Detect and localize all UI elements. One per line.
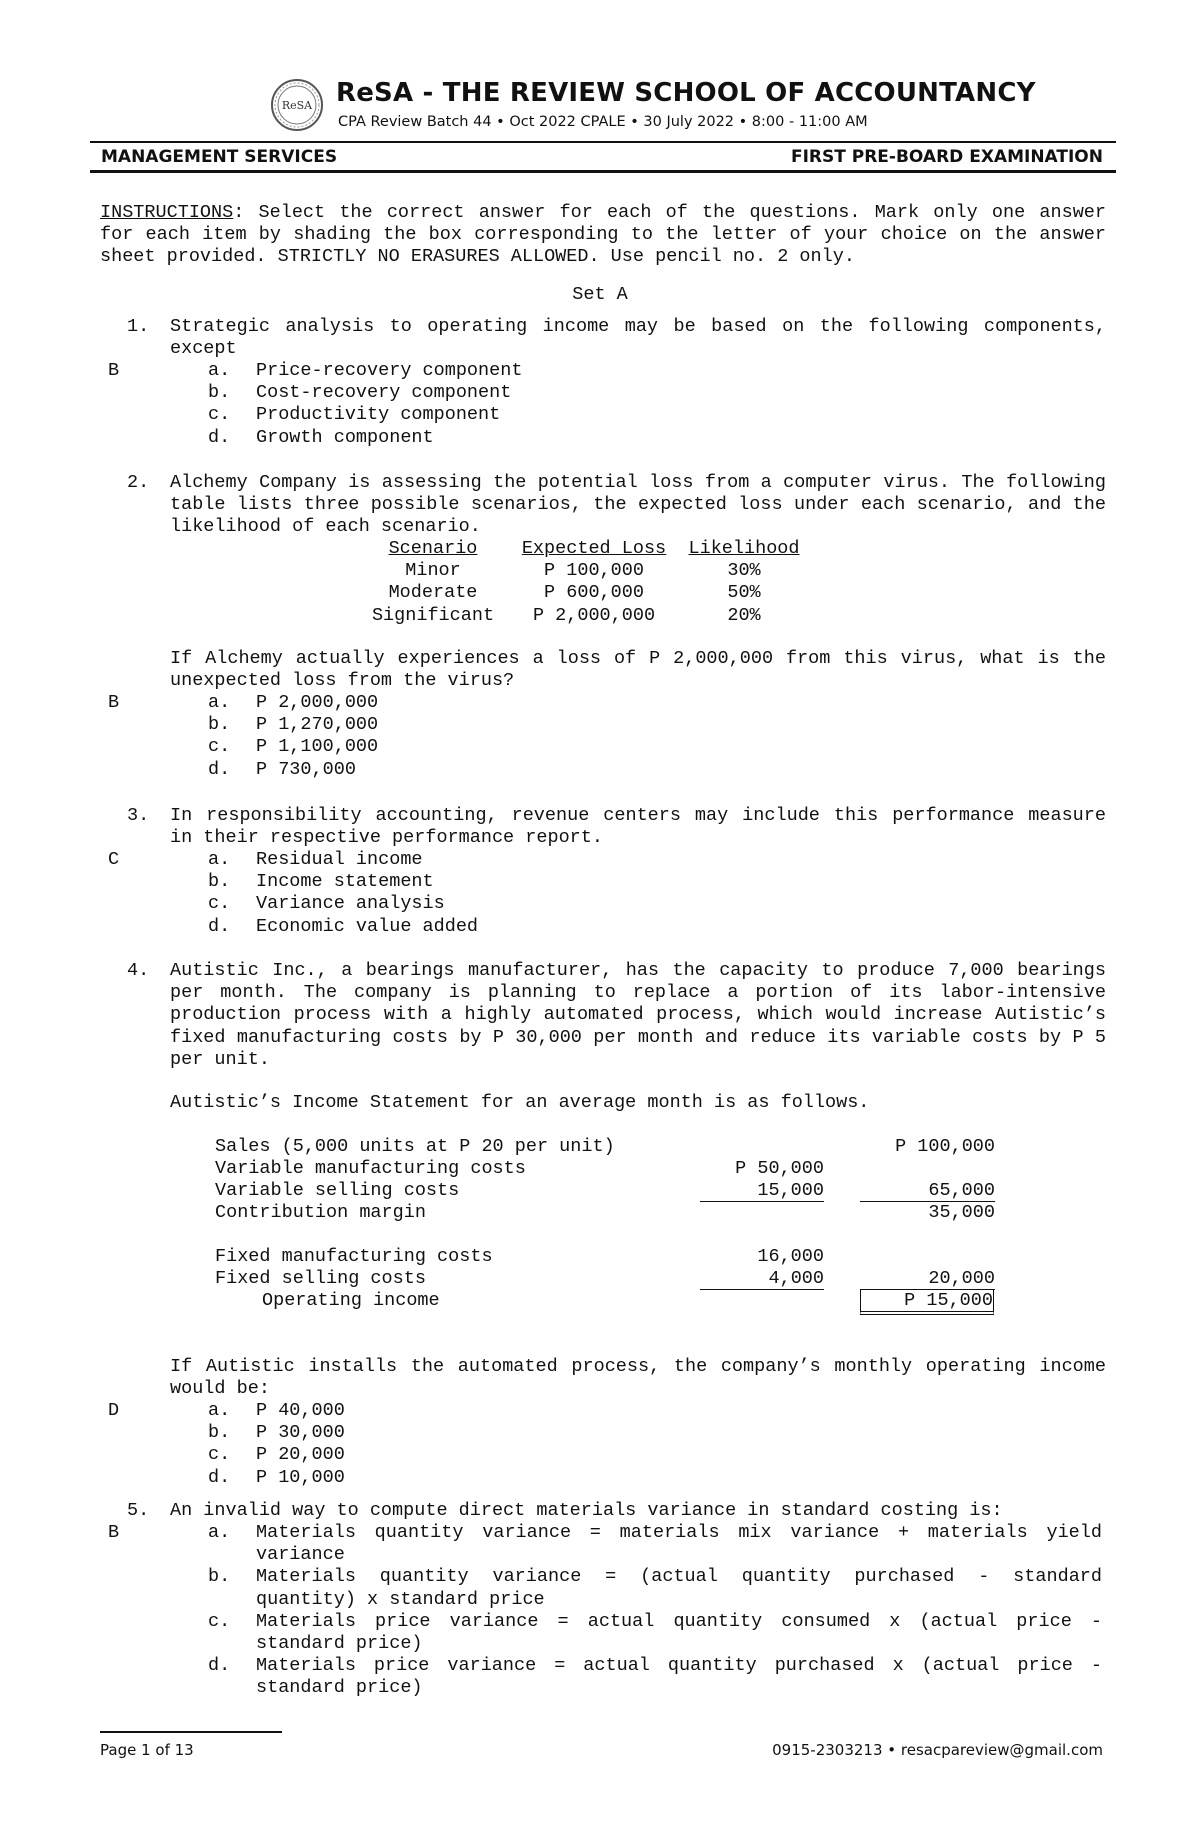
statement-row: Contribution margin 35,000 [215, 1202, 995, 1223]
option-c: c. P 1,100,000 [208, 736, 379, 758]
option-b: b. P 1,270,000 [208, 714, 379, 736]
options [208, 360, 1108, 449]
options [208, 849, 1108, 938]
option-d: d. P 10,000 [208, 1466, 345, 1488]
question-text: Alchemy Company is assessing the potential loss from a computer virus. The following table lists three possible scenarios, the expected loss under each scenario, and the likelihood of each scenario. [170, 472, 1106, 538]
question-number: 2. [127, 472, 150, 493]
instructions [100, 202, 1106, 268]
statement-row: Fixed selling costs 4,000 20,000 [215, 1268, 995, 1289]
subject-title: MANAGEMENT SERVICES [101, 147, 338, 167]
answer-key: D [108, 1400, 120, 1421]
statement-row: Fixed manufacturing costs 16,000 [215, 1246, 824, 1267]
options [208, 1522, 1108, 1700]
question-text: Autistic Inc., a bearings manufacturer, has the capacity to produce 7,000 bearings per month. The company is planning to replace a portion of its labor-intensive production process with a highly automated process, which would increase Autistic’s fixed manufacturing costs by P 30,000 per month and reduce its variable costs by P 5 per unit. [170, 960, 1106, 1070]
options [208, 1400, 1108, 1489]
table-row: Minor P 100,000 30% [405, 560, 761, 582]
brand-subline: CPA Review Batch 44 • Oct 2022 CPALE • 30 July 2022 • 8:00 - 11:00 AM [338, 114, 868, 130]
option-d: d. Economic value added [208, 915, 479, 937]
question-number: 3. [127, 805, 150, 826]
answer-key: B [108, 692, 120, 713]
answer-key: C [108, 849, 120, 870]
statement-row: Sales (5,000 units at P 20 per unit) P 100,000 [215, 1136, 995, 1157]
answer-key: B [108, 1522, 120, 1543]
brand-title: ReSA - THE REVIEW SCHOOL OF ACCOUNTANCY [336, 78, 1036, 108]
options [208, 692, 1108, 781]
header-rule-top [90, 141, 1116, 143]
option-d: d. Materials price variance = actual quantity purchased x (actual price - standard price) [208, 1655, 1102, 1699]
table-header-row [362, 538, 804, 560]
option-c: c. Materials price variance = actual quantity consumed x (actual price - standard price) [208, 1610, 1102, 1654]
footer-rule [100, 1731, 282, 1733]
option-a: a. Price-recovery component [208, 360, 523, 381]
question-number: 5. [127, 1500, 150, 1521]
option-a: a. Residual income [208, 849, 423, 870]
instructions-label: INSTRUCTIONS [100, 202, 234, 223]
page-number: Page 1 of 13 [100, 1741, 194, 1759]
option-b: b. Cost-recovery component [208, 382, 512, 404]
option-b: b. Income statement [208, 871, 434, 893]
option-a: a. P 2,000,000 [208, 692, 379, 713]
question-text: In responsibility accounting, revenue centers may include this performance measure in their respective performance report. [170, 805, 1106, 849]
option-d: d. Growth component [208, 426, 434, 448]
question-number: 4. [127, 960, 150, 981]
resa-logo-icon [270, 78, 324, 132]
statement-row: Variable manufacturing costs P 50,000 [215, 1158, 824, 1179]
question-text: An invalid way to compute direct materials variance in standard costing is: [170, 1500, 1003, 1521]
set-label: Set A [572, 284, 628, 305]
statement-row: Operating income P 15,000 [0, 1290, 1200, 1312]
option-c: c. Productivity component [208, 404, 501, 426]
question-text: Strategic analysis to operating income may be based on the following components, except [170, 316, 1106, 360]
instructions-text: : Select the correct answer for each of the questions. Mark only one answer for each item by shading the box corresponding to the letter of your choice on the answer sheet provided. STRICTLY NO ERASURES ALLOWED. Use pencil no. 2 only. [100, 202, 1106, 267]
option-a: a. Materials quantity variance = materials mix variance + materials yield variance [208, 1522, 1102, 1566]
option-b: b. P 30,000 [208, 1422, 345, 1444]
table-header: Likelihood [688, 538, 800, 559]
option-d: d. P 730,000 [208, 758, 356, 780]
logo-text: ReSA [281, 99, 313, 112]
question-followup: If Alchemy actually experiences a loss of P 2,000,000 from this virus, what is the unexpected loss from the virus? [170, 648, 1106, 692]
statement-row: Variable selling costs 15,000 65,000 [215, 1180, 995, 1201]
table-header: Scenario [388, 538, 478, 559]
option-b: b. Materials quantity variance = (actual quantity purchased - standard quantity) x standard price [208, 1566, 1102, 1610]
answer-key: B [108, 360, 120, 381]
option-a: a. P 40,000 [208, 1400, 345, 1421]
question-number: 1. [127, 316, 150, 337]
header-rule-bottom [90, 170, 1116, 173]
footer-contact: 0915-2303213 • resacpareview@gmail.com [772, 1741, 1103, 1759]
question-followup: If Autistic installs the automated process, the company’s monthly operating income would be: [170, 1356, 1106, 1400]
statement-intro: Autistic’s Income Statement for an average month is as follows. [170, 1092, 870, 1113]
option-c: c. P 20,000 [208, 1444, 345, 1466]
table-row: Moderate P 600,000 50% [388, 582, 761, 604]
table-header: Expected Loss [521, 538, 667, 559]
scenario-table [362, 538, 804, 627]
table-row: Significant P 2,000,000 20% [371, 604, 761, 626]
option-c: c. Variance analysis [208, 893, 445, 915]
exam-title: FIRST PRE-BOARD EXAMINATION [790, 147, 1103, 167]
